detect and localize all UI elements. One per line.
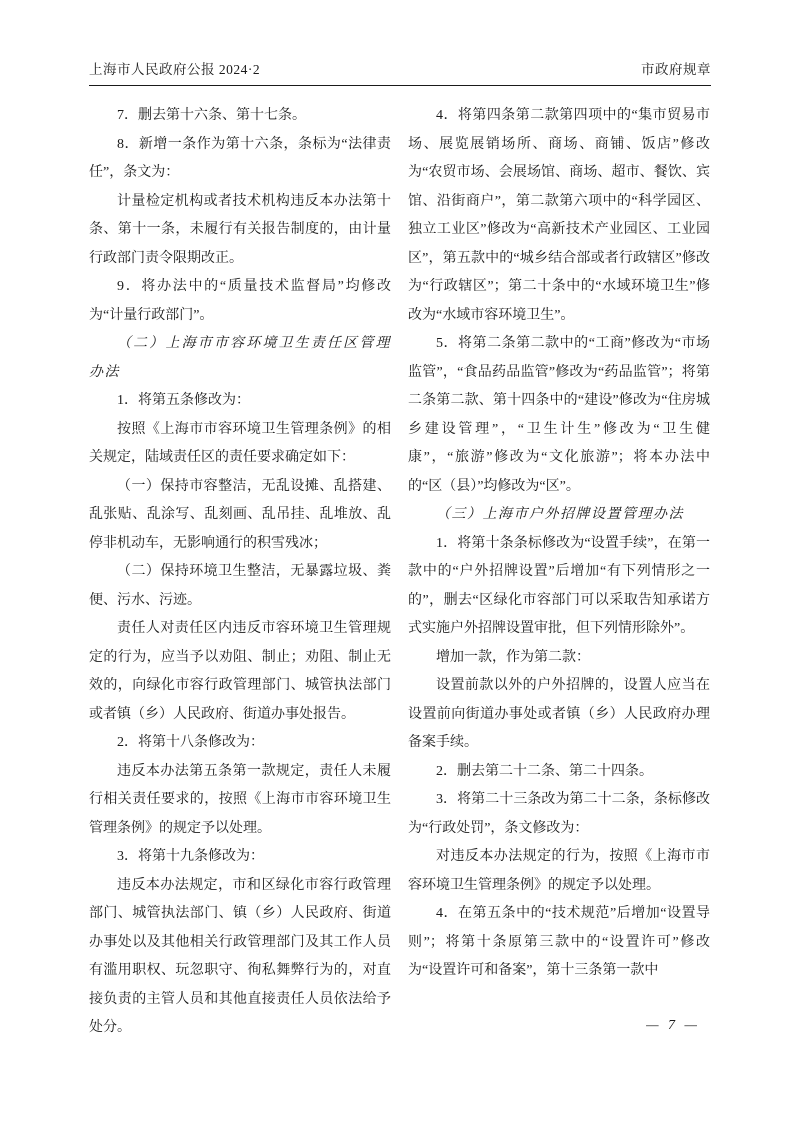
body-paragraph: 5．将第二条第二款中的“工商”修改为“市场监管”，“食品药品监管”修改为“药品监管”；将第二条第二款、第十四条中的“建设”修改为“住房城乡建设管理”，“卫生计生”修改为“卫生健康”，“旅游”修改为“文化旅游”；将本办法中的“区（县）”均修改为“区”。 (408, 336, 710, 494)
left-column (89, 102, 391, 1043)
body-paragraph: 增加一款，作为第二款： (436, 649, 590, 665)
body-paragraph: 1．将第五条修改为： (117, 393, 250, 408)
page-number: — 7 — (646, 1018, 700, 1033)
body-paragraph: 3．将第十九条修改为： (117, 849, 264, 864)
body-paragraph: 设置前款以外的户外招牌的，设置人应当在设置前向街道办事处或者镇（乡）人民政府办理备案手续。 (408, 678, 710, 750)
body-paragraph: 违反本办法第五条第一款规定，责任人未履行相关责任要求的，按照《上海市市容环境卫生管理条例》的规定予以处理。 (89, 763, 391, 836)
body-paragraph: （二）保持环境卫生整洁，无暴露垃圾、粪便、污水、污迹。 (89, 564, 391, 608)
body-paragraph: 违反本办法规定，市和区绿化市容行政管理部门、城管执法部门、镇（乡）人民政府、街道办事处以及其他相关行政管理部门及其工作人员有滥用职权、玩忽职守、徇私舞弊行为的，对直接负责的主管人员和其他直接责任人员依法给予处分。 (89, 877, 391, 1035)
body-paragraph: 1．将第十条条标修改为“设置手续”，在第一款中的“户外招牌设置”后增加“有下列情形之一的”，删去“区绿化市容部门可以采取告知承诺方式实施户外招牌设置审批，但下列情形除外”。 (408, 535, 710, 636)
page-header (89, 58, 711, 78)
content-columns (89, 102, 711, 1043)
body-paragraph: 4．将第四条第二款第四项中的“集市贸易市场、展览展销场所、商场、商铺、饭店”修改为“农贸市场、会展场馆、商场、超市、餐饮、宾馆、沿街商户”，第二款第六项中的“科学园区、独立工业区”修改为“高新技术产业园区、工业园区”，第五款中的“城乡结合部或者行政辖区”修改为“行政辖区”；第二十条中的“水域环境卫生”修改为“水域市容环境卫生”。 (408, 108, 710, 323)
body-paragraph: 责任人对责任区内违反市容环境卫生管理规定的行为，应当予以劝阻、制止；劝阻、制止无效的，向绿化市容行政管理部门、城管执法部门或者镇（乡）人民政府、街道办事处报告。 (89, 621, 391, 722)
right-column (408, 102, 710, 1043)
header-right-title: 市政府规章 (641, 62, 711, 77)
body-paragraph: 4．在第五条中的“技术规范”后增加“设置导则”；将第十条原第三款中的“设置许可”修改为“设置许可和备案”，第十三条第一款中 (408, 906, 710, 978)
body-paragraph: 计量检定机构或者技术机构违反本办法第十条、第十一条，未履行有关报告制度的，由计量行政部门责令限期改正。 (89, 193, 391, 266)
body-paragraph: 按照《上海市市容环境卫生管理条例》的相关规定，陆域责任区的责任要求确定如下： (89, 421, 391, 465)
body-paragraph: 9．将办法中的“质量技术监督局”均修改为“计量行政部门”。 (89, 279, 391, 323)
body-paragraph: 2．删去第二十二条、第二十四条。 (436, 763, 653, 779)
section-heading: （三）上海市户外招牌设置管理办法 (436, 507, 684, 522)
body-paragraph: 3．将第二十三条改为第二十二条，条标修改为“行政处罚”，条文修改为： (408, 792, 710, 836)
body-paragraph: 2．将第十八条修改为： (117, 735, 264, 750)
header-rule (89, 85, 711, 86)
body-paragraph: 7．删去第十六条、第十七条。 (117, 108, 306, 123)
body-paragraph: （一）保持市容整洁，无乱设摊、乱搭建、乱张贴、乱涂写、乱刻画、乱吊挂、乱堆放、乱停非机动车，无影响通行的积雪残冰； (89, 478, 391, 551)
section-heading: （二）上海市市容环境卫生责任区管理办法 (89, 336, 391, 380)
header-left-title: 上海市人民政府公报 2024·2 (89, 62, 261, 77)
body-paragraph: 8．新增一条作为第十六条，条标为“法律责任”，条文为： (89, 136, 391, 180)
body-paragraph: 对违反本办法规定的行为，按照《上海市市容环境卫生管理条例》的规定予以处理。 (408, 849, 710, 893)
